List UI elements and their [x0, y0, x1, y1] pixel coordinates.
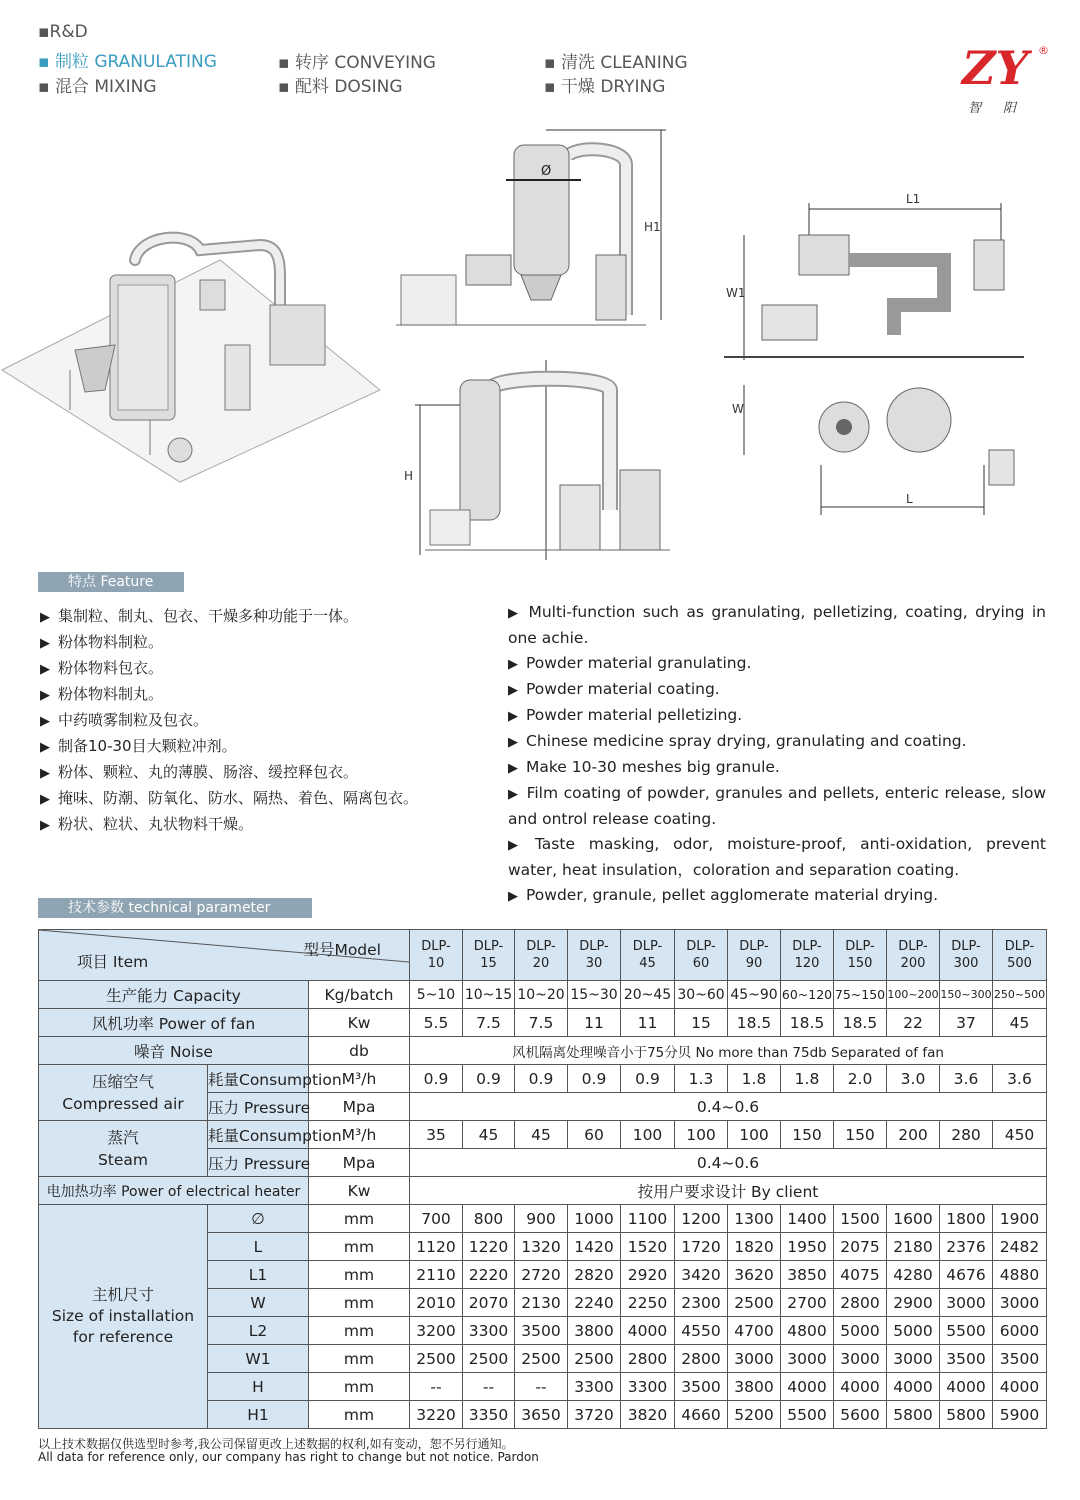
value-cell: 60~120 [781, 981, 834, 1009]
value-cell: 3800 [568, 1317, 621, 1345]
value-cell: 3350 [463, 1401, 515, 1429]
value-cell: 3000 [781, 1345, 834, 1373]
unit-cell: mm [309, 1401, 410, 1429]
row-label: 电加热功率 Power of electrical heater [39, 1177, 309, 1205]
value-cell: 1820 [728, 1233, 781, 1261]
value-cell: 1800 [940, 1205, 993, 1233]
value-cell: 45 [993, 1009, 1047, 1037]
footnote-en: All data for reference only, our company has right to change but not notice. Pardon [38, 1450, 539, 1464]
model-header: DLP- 20 [515, 930, 568, 981]
unit-cell: mm [309, 1373, 410, 1401]
row-label: H [208, 1373, 309, 1401]
model-header: DLP- 45 [621, 930, 675, 981]
value-cell: 2720 [515, 1261, 568, 1289]
value-cell: 3420 [675, 1261, 728, 1289]
value-cell: 4700 [728, 1317, 781, 1345]
unit-cell: mm [309, 1317, 410, 1345]
list-item: ▶ 制备10-30目大颗粒冲剂。 [40, 737, 237, 755]
value-cell: 0.9 [463, 1065, 515, 1093]
value-cell: 3.6 [993, 1065, 1047, 1093]
logo-letters: ZY [962, 41, 1029, 95]
value-cell: 3850 [781, 1261, 834, 1289]
value-cell: 5200 [728, 1401, 781, 1429]
nav-item-cleaning[interactable]: ▪ 清洗 CLEANING [544, 53, 688, 73]
w1-label: W1 [726, 286, 746, 300]
value-cell: 2800 [834, 1289, 887, 1317]
list-item: ▶ Taste masking, odor, moisture-proof, anti-oxidation, prevent water, heat insulation，coloration and separation coating. [508, 835, 1046, 879]
list-item: ▶ Film coating of powder, granules and pellets, enteric release, slow and ontrol release coating. [508, 784, 1046, 828]
value-cell: 风机隔离处理噪音小于75分贝 No more than 75db Separated of fan [410, 1037, 1047, 1065]
value-cell: 280 [940, 1121, 993, 1149]
list-item: ▶ Powder material coating. [508, 680, 720, 698]
value-cell: 3220 [410, 1401, 463, 1429]
model-header: DLP- 120 [781, 930, 834, 981]
table-row [39, 1205, 1047, 1233]
table-row [39, 1009, 1047, 1037]
value-cell: 20~45 [621, 981, 675, 1009]
list-item: ▶ Chinese medicine spray drying, granulating and coating. [508, 732, 967, 750]
value-cell: 0.4~0.6 [410, 1093, 1047, 1121]
value-cell: 4000 [834, 1373, 887, 1401]
value-cell: 3300 [463, 1317, 515, 1345]
value-cell: 1100 [621, 1205, 675, 1233]
nav-item-drying[interactable]: ▪ 干燥 DRYING [544, 77, 666, 97]
l1-label: L1 [906, 192, 921, 206]
unit-cell: M³/h [309, 1065, 410, 1093]
value-cell: 4075 [834, 1261, 887, 1289]
unit-cell: Kw [309, 1009, 410, 1037]
value-cell: 10~20 [515, 981, 568, 1009]
nav-item-rd[interactable]: ▪R&D [38, 22, 88, 42]
unit-cell: mm [309, 1261, 410, 1289]
value-cell: 3000 [940, 1289, 993, 1317]
table-row [39, 1177, 1047, 1205]
value-cell: 1200 [675, 1205, 728, 1233]
value-cell: 3000 [887, 1345, 940, 1373]
value-cell: 2920 [621, 1261, 675, 1289]
value-cell: 2070 [463, 1289, 515, 1317]
list-item: ▶ 掩味、防潮、防氧化、防水、隔热、着色、隔离包衣。 [40, 789, 419, 807]
value-cell: 2130 [515, 1289, 568, 1317]
unit-cell: Mpa [309, 1149, 410, 1177]
value-cell: 11 [568, 1009, 621, 1037]
list-item: ▶ Multi-function such as granulating, pelletizing, coating, drying in one achie. [508, 603, 1047, 647]
table-row [39, 1037, 1047, 1065]
value-cell: 35 [410, 1121, 463, 1149]
table-row [39, 930, 1047, 981]
value-cell: 4550 [675, 1317, 728, 1345]
value-cell: 4000 [887, 1373, 940, 1401]
registered-mark: ® [1038, 44, 1049, 57]
value-cell: 5000 [887, 1317, 940, 1345]
value-cell: 3000 [993, 1289, 1047, 1317]
value-cell: 3820 [621, 1401, 675, 1429]
value-cell: 2482 [993, 1233, 1047, 1261]
value-cell: 100 [675, 1121, 728, 1149]
value-cell: 2250 [621, 1289, 675, 1317]
value-cell: 1420 [568, 1233, 621, 1261]
row-label: 生产能力 Capacity [39, 981, 309, 1009]
value-cell: 2.0 [834, 1065, 887, 1093]
value-cell: 2500 [568, 1345, 621, 1373]
value-cell: 2900 [887, 1289, 940, 1317]
value-cell: 100~200 [887, 981, 940, 1009]
value-cell: 75~150 [834, 981, 887, 1009]
logo-chinese: 智阳 [968, 101, 1039, 116]
value-cell: 1.8 [728, 1065, 781, 1093]
unit-cell: Mpa [309, 1093, 410, 1121]
w-label: W [732, 402, 744, 416]
nav-item-conveying[interactable]: ▪ 转序 CONVEYING [278, 53, 436, 73]
spec-table [38, 929, 1047, 1429]
diameter-label: Ø [541, 164, 552, 179]
value-cell: 900 [515, 1205, 568, 1233]
row-group-label: 主机尺寸 Size of installation for reference [39, 1205, 208, 1429]
row-label: 压力 Pressure [208, 1149, 309, 1177]
value-cell: 0.9 [568, 1065, 621, 1093]
side-view-drawing [400, 360, 700, 560]
value-cell: 2700 [781, 1289, 834, 1317]
unit-cell: mm [309, 1205, 410, 1233]
model-header: DLP- 15 [463, 930, 515, 981]
unit-cell: mm [309, 1345, 410, 1373]
value-cell: 150 [781, 1121, 834, 1149]
value-cell: 1000 [568, 1205, 621, 1233]
value-cell: 5.5 [410, 1009, 463, 1037]
value-cell: 3500 [675, 1373, 728, 1401]
model-header: DLP- 60 [675, 930, 728, 981]
model-header: DLP- 30 [568, 930, 621, 981]
value-cell: 450 [993, 1121, 1047, 1149]
model-header: DLP- 90 [728, 930, 781, 981]
value-cell: 2500 [515, 1345, 568, 1373]
value-cell: 2820 [568, 1261, 621, 1289]
row-label: W [208, 1289, 309, 1317]
value-cell: 2220 [463, 1261, 515, 1289]
l-label: L [906, 492, 913, 506]
feature-list-cn [40, 604, 480, 838]
value-cell: 1520 [621, 1233, 675, 1261]
item-label: 项目 Item [77, 953, 149, 971]
value-cell: 4660 [675, 1401, 728, 1429]
feature-list-en [508, 600, 1046, 909]
value-cell: 1400 [781, 1205, 834, 1233]
tech-section-header: 技术参数 technical parameter [38, 898, 312, 918]
value-cell: 3000 [834, 1345, 887, 1373]
list-item: ▶ Powder material pelletizing. [508, 706, 743, 724]
table-row [39, 981, 1047, 1009]
value-cell: 1900 [993, 1205, 1047, 1233]
value-cell: -- [410, 1373, 463, 1401]
value-cell: 15~30 [568, 981, 621, 1009]
list-item: ▶ 粉状、粒状、丸状物料干燥。 [40, 815, 254, 833]
unit-cell: mm [309, 1289, 410, 1317]
unit-cell: db [309, 1037, 410, 1065]
value-cell: 2800 [675, 1345, 728, 1373]
nav-item-dosing[interactable]: ▪ 配料 DOSING [278, 77, 403, 97]
value-cell: 4880 [993, 1261, 1047, 1289]
value-cell: 3000 [728, 1345, 781, 1373]
value-cell: 5600 [834, 1401, 887, 1429]
row-label: L [208, 1233, 309, 1261]
value-cell: 5800 [887, 1401, 940, 1429]
row-label: 风机功率 Power of fan [39, 1009, 309, 1037]
row-label: ∅ [208, 1205, 309, 1233]
value-cell: 2500 [463, 1345, 515, 1373]
list-item: ▶ 集制粒、制丸、包衣、干燥多种功能于一体。 [40, 607, 359, 625]
value-cell: 3300 [568, 1373, 621, 1401]
value-cell: 0.9 [621, 1065, 675, 1093]
value-cell: 5500 [940, 1317, 993, 1345]
value-cell: 250~500 [993, 981, 1047, 1009]
value-cell: 100 [728, 1121, 781, 1149]
value-cell: 45~90 [728, 981, 781, 1009]
value-cell: 3720 [568, 1401, 621, 1429]
value-cell: 150~300 [940, 981, 993, 1009]
table-corner-cell [39, 930, 410, 981]
model-header: DLP- 500 [993, 930, 1047, 981]
value-cell: 3300 [621, 1373, 675, 1401]
table-row [39, 1121, 1047, 1149]
value-cell: 30~60 [675, 981, 728, 1009]
value-cell: 1600 [887, 1205, 940, 1233]
value-cell: 2110 [410, 1261, 463, 1289]
value-cell: 18.5 [781, 1009, 834, 1037]
company-logo [958, 40, 1050, 120]
value-cell: 1220 [463, 1233, 515, 1261]
value-cell: 4280 [887, 1261, 940, 1289]
value-cell: 2300 [675, 1289, 728, 1317]
row-group-label: 蒸汽 Steam [39, 1121, 208, 1177]
value-cell: 150 [834, 1121, 887, 1149]
value-cell: 4000 [993, 1373, 1047, 1401]
row-label: L1 [208, 1261, 309, 1289]
model-header: DLP- 300 [940, 930, 993, 981]
row-group-label: 压缩空气 Compressed air [39, 1065, 208, 1121]
value-cell: 2376 [940, 1233, 993, 1261]
value-cell: 2500 [728, 1289, 781, 1317]
value-cell: 3500 [515, 1317, 568, 1345]
list-item: ▶ Powder, granule, pellet agglomerate material drying. [508, 886, 939, 904]
value-cell: 按用户要求设计 By client [410, 1177, 1047, 1205]
value-cell: 4800 [781, 1317, 834, 1345]
value-cell: 3200 [410, 1317, 463, 1345]
value-cell: 4000 [621, 1317, 675, 1345]
value-cell: 7.5 [515, 1009, 568, 1037]
value-cell: 18.5 [834, 1009, 887, 1037]
value-cell: 3500 [993, 1345, 1047, 1373]
list-item: ▶ 粉体物料包衣。 [40, 659, 164, 677]
value-cell: 10~15 [463, 981, 515, 1009]
value-cell: 1120 [410, 1233, 463, 1261]
footnote [38, 1438, 539, 1464]
row-label: W1 [208, 1345, 309, 1373]
feature-section-header: 特点 Feature [38, 572, 184, 592]
unit-cell: Kg/batch [309, 981, 410, 1009]
row-label: 压力 Pressure [208, 1093, 309, 1121]
value-cell: 6000 [993, 1317, 1047, 1345]
value-cell: 1500 [834, 1205, 887, 1233]
value-cell: 3800 [728, 1373, 781, 1401]
value-cell: 7.5 [463, 1009, 515, 1037]
table-row [39, 1065, 1047, 1093]
value-cell: 3650 [515, 1401, 568, 1429]
h-label: H [404, 469, 414, 483]
value-cell: 45 [515, 1121, 568, 1149]
value-cell: 4000 [940, 1373, 993, 1401]
value-cell: 1950 [781, 1233, 834, 1261]
value-cell: 2180 [887, 1233, 940, 1261]
value-cell: 2500 [410, 1345, 463, 1373]
value-cell: 200 [887, 1121, 940, 1149]
list-item: ▶ Make 10-30 meshes big granule. [508, 758, 780, 776]
value-cell: 700 [410, 1205, 463, 1233]
value-cell: 15 [675, 1009, 728, 1037]
row-label: H1 [208, 1401, 309, 1429]
front-view-drawing [396, 125, 696, 335]
value-cell: -- [463, 1373, 515, 1401]
value-cell: 11 [621, 1009, 675, 1037]
value-cell: 0.9 [410, 1065, 463, 1093]
value-cell: 2010 [410, 1289, 463, 1317]
value-cell: 5900 [993, 1401, 1047, 1429]
list-item: ▶ 粉体物料制粒。 [40, 633, 164, 651]
value-cell: 1.8 [781, 1065, 834, 1093]
value-cell: 800 [463, 1205, 515, 1233]
unit-cell: mm [309, 1233, 410, 1261]
row-label: 噪音 Noise [39, 1037, 309, 1065]
value-cell: 2800 [621, 1345, 675, 1373]
value-cell: -- [515, 1373, 568, 1401]
value-cell: 4000 [781, 1373, 834, 1401]
list-item: ▶ Powder material granulating. [508, 654, 752, 672]
value-cell: 5800 [940, 1401, 993, 1429]
row-label: L2 [208, 1317, 309, 1345]
value-cell: 4676 [940, 1261, 993, 1289]
value-cell: 2075 [834, 1233, 887, 1261]
model-header: DLP- 10 [410, 930, 463, 981]
row-label: 耗量Consumption [208, 1065, 309, 1093]
value-cell: 100 [621, 1121, 675, 1149]
value-cell: 3.0 [887, 1065, 940, 1093]
h1-label: H1 [644, 220, 661, 234]
unit-cell: M³/h [309, 1121, 410, 1149]
model-header: DLP- 150 [834, 930, 887, 981]
row-label: 耗量Consumption [208, 1121, 309, 1149]
unit-cell: Kw [309, 1177, 410, 1205]
value-cell: 2240 [568, 1289, 621, 1317]
value-cell: 0.4~0.6 [410, 1149, 1047, 1177]
value-cell: 45 [463, 1121, 515, 1149]
value-cell: 60 [568, 1121, 621, 1149]
value-cell: 5500 [781, 1401, 834, 1429]
nav-item-granulating[interactable]: ▪ 制粒 GRANULATING [38, 52, 217, 72]
value-cell: 5~10 [410, 981, 463, 1009]
value-cell: 37 [940, 1009, 993, 1037]
plan-view-drawing [724, 185, 1024, 520]
value-cell: 1320 [515, 1233, 568, 1261]
value-cell: 1720 [675, 1233, 728, 1261]
value-cell: 1.3 [675, 1065, 728, 1093]
value-cell: 5000 [834, 1317, 887, 1345]
value-cell: 1300 [728, 1205, 781, 1233]
value-cell: 18.5 [728, 1009, 781, 1037]
footnote-cn: 以上技术数据仅供选型时参考,我公司保留更改上述数据的权利,如有变动，恕不另行通知。 [38, 1437, 514, 1451]
model-header: DLP- 200 [887, 930, 940, 981]
value-cell: 22 [887, 1009, 940, 1037]
list-item: ▶ 粉体物料制丸。 [40, 685, 164, 703]
list-item: ▶ 粉体、颗粒、丸的薄膜、肠溶、缓控释包衣。 [40, 763, 359, 781]
value-cell: 3620 [728, 1261, 781, 1289]
value-cell: 3.6 [940, 1065, 993, 1093]
list-item: ▶ 中药喷雾制粒及包衣。 [40, 711, 209, 729]
nav-item-mixing[interactable]: ▪ 混合 MIXING [38, 77, 157, 97]
value-cell: 0.9 [515, 1065, 568, 1093]
value-cell: 3500 [940, 1345, 993, 1373]
isometric-drawing [0, 220, 385, 485]
model-label: 型号Model [303, 941, 381, 959]
